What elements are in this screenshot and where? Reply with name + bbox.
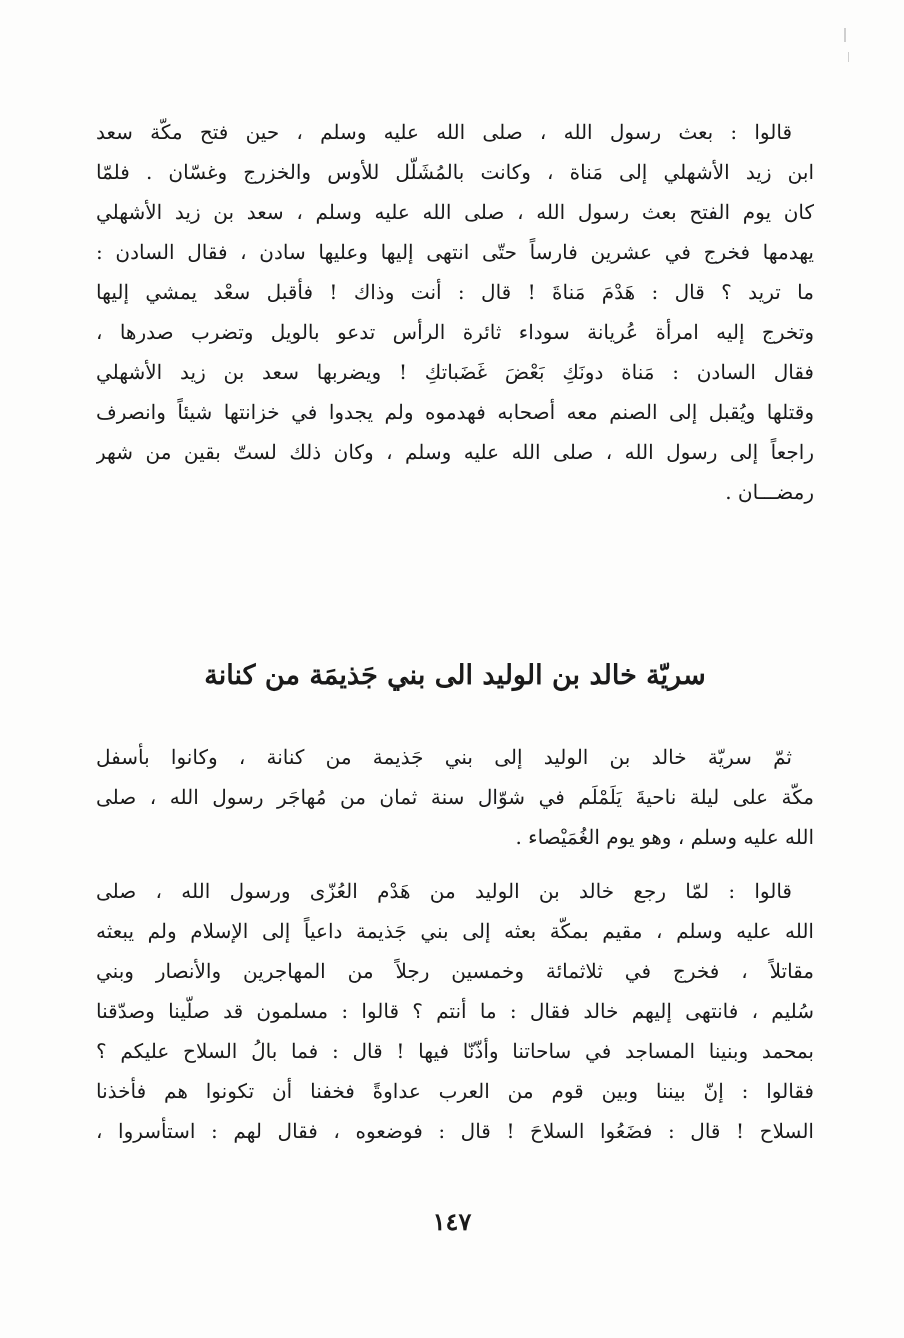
text-line: ما تريد ؟ قال : هَدْمَ مَناةَ ! قال : أنت وذاك ! فأقبل سعْد يمشي إليها	[96, 280, 814, 304]
text-line: ابن زيد الأشهلي إلى مَناة ، وكانت بالمُشَلّل للأوس والخزرج وغسّان . فلمّا	[96, 160, 814, 184]
text-line: مكّة على ليلة ناحيةَ يَلَمْلَم في شوّال سنة ثمان من مُهاجَر رسول الله ، صلى	[96, 785, 814, 809]
page-number: ١٤٧	[432, 1207, 472, 1236]
scan-speck	[844, 28, 846, 42]
paragraph-3	[96, 871, 814, 1151]
scan-speck	[848, 52, 849, 62]
text-line: مقاتلاً ، فخرج في ثلاثمائة وخمسين رجلاً من المهاجرين والأنصار وبني	[96, 959, 814, 983]
section-heading: سريّة خالد بن الوليد الى بني جَذيمَة من كنانة	[204, 660, 706, 691]
text-line: سُليم ، فانتهى إليهم خالد فقال : ما أنتم ؟ قالوا : مسلمون قد صلّينا وصدّقنا	[96, 999, 814, 1023]
text-line: الله عليه وسلم ، مقيم بمكّة بعثه إلى بني جَذيمة داعياً إلى الإسلام ولم يبعثه	[96, 919, 814, 943]
paragraph-1	[96, 112, 814, 512]
text-line: بمحمد وبنينا المساجد في ساحاتنا وأذّنّا فيها ! قال : فما بالُ السلاح عليكم ؟	[96, 1039, 814, 1063]
text-line: وتخرج إليه امرأة عُريانة سوداء ثائرة الرأس تدعو بالويل وتضرب صدرها ،	[96, 320, 814, 344]
text-line: ثمّ سريّة خالد بن الوليد إلى بني جَذيمة من كنانة ، وكانوا بأسفل	[96, 745, 792, 769]
text-line: السلاح ! قال : فضَعُوا السلاحَ ! قال : فوضعوه ، فقال لهم : استأسروا ،	[96, 1119, 814, 1143]
text-line: فقال السادن : مَناة دونَكِ بَعْضَ غَضَباتكِ ! ويضربها سعد بن زيد الأشهلي	[96, 360, 814, 384]
text-line: فقالوا : إنّ بيننا وبين قوم من العرب عداوةً فخفنا أن تكونوا هم فأخذنا	[96, 1079, 814, 1103]
text-line: وقتلها ويُقبل إلى الصنم معه أصحابه فهدموه ولم يجدوا في خزانتها شيئاً وانصرف	[96, 400, 814, 424]
text-line: الله عليه وسلم ، وهو يوم الغُمَيْصاء .	[515, 825, 814, 849]
paragraph-2	[96, 737, 814, 857]
text-line: رمضـــان .	[725, 480, 814, 504]
text-line: كان يوم الفتح بعث رسول الله ، صلى الله عليه وسلم ، سعد بن زيد الأشهلي	[96, 200, 814, 224]
text-line: راجعاً إلى رسول الله ، صلى الله عليه وسلم ، وكان ذلك لستّ بقين من شهر	[96, 440, 814, 464]
text-line: قالوا : بعث رسول الله ، صلى الله عليه وسلم ، حين فتح مكّة سعد	[96, 120, 792, 144]
text-line: يهدمها فخرج في عشرين فارساً حتّى انتهى إليها وعليها سادن ، فقال السادن :	[96, 240, 814, 264]
text-line: قالوا : لمّا رجع خالد بن الوليد من هَدْم العُزّى ورسول الله ، صلى	[96, 879, 792, 903]
